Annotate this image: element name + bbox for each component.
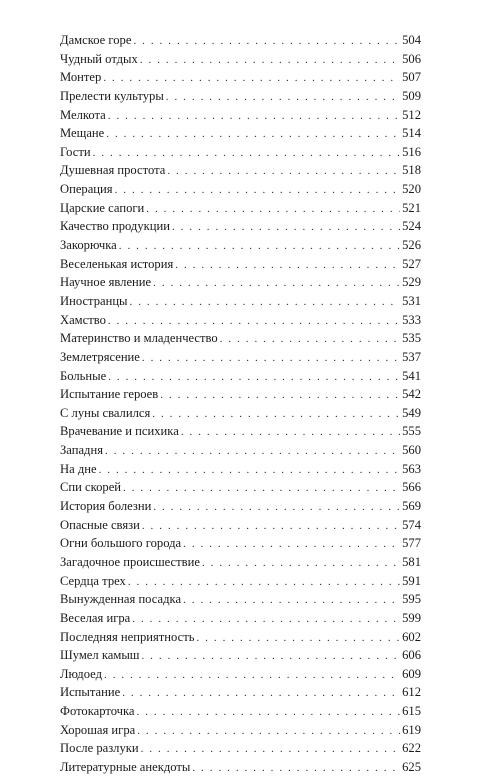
toc-entry-title: Врачевание и психика bbox=[60, 424, 179, 439]
toc-entry[interactable] bbox=[60, 50, 421, 69]
toc-entry[interactable] bbox=[60, 106, 421, 125]
toc-entry[interactable] bbox=[60, 292, 421, 311]
toc-entry-page: 625 bbox=[402, 759, 421, 774]
toc-entry-title: Загадочное происшествие bbox=[60, 554, 200, 569]
toc-entry[interactable] bbox=[60, 646, 421, 665]
toc-entry-title: Больные bbox=[60, 368, 107, 383]
toc-entry-title: С луны свалился bbox=[60, 405, 151, 420]
toc-entry-page: 595 bbox=[402, 592, 421, 607]
toc-entry[interactable] bbox=[60, 478, 421, 497]
toc-entry-page: 612 bbox=[402, 685, 421, 700]
toc-entry[interactable] bbox=[60, 702, 421, 721]
toc-entry[interactable] bbox=[60, 199, 421, 218]
toc-entry-title: Опасные связи bbox=[60, 517, 140, 532]
toc-entry[interactable] bbox=[60, 68, 421, 87]
toc-entry-title: Спи скорей bbox=[60, 480, 122, 495]
dot-leader bbox=[142, 349, 400, 368]
toc-entry-page: 507 bbox=[402, 70, 421, 85]
toc-entry-page: 566 bbox=[402, 480, 421, 495]
dot-leader bbox=[175, 256, 400, 275]
toc-entry[interactable] bbox=[60, 180, 421, 199]
dot-leader bbox=[105, 442, 400, 461]
toc-entry[interactable] bbox=[60, 385, 421, 404]
toc-entry[interactable] bbox=[60, 572, 421, 591]
toc-entry-page: 602 bbox=[402, 629, 421, 644]
toc-entry-page: 531 bbox=[402, 293, 421, 308]
dot-leader bbox=[181, 423, 400, 442]
toc-entry-title: Литературные анекдоты bbox=[60, 759, 191, 774]
toc-entry[interactable] bbox=[60, 665, 421, 684]
toc-entry[interactable] bbox=[60, 758, 421, 777]
toc-entry-page: 563 bbox=[402, 461, 421, 476]
toc-entry-title: Прелести культуры bbox=[60, 88, 164, 103]
toc-entry-title: Людоед bbox=[60, 666, 102, 681]
toc-entry-title: Закорючка bbox=[60, 238, 117, 253]
toc-entry[interactable] bbox=[60, 255, 421, 274]
toc-entry-title: Мещане bbox=[60, 126, 105, 141]
dot-leader bbox=[183, 591, 400, 610]
toc-entry-page: 569 bbox=[402, 499, 421, 514]
toc-entry[interactable] bbox=[60, 516, 421, 535]
dot-leader bbox=[103, 69, 400, 88]
toc-entry-title: Операция bbox=[60, 182, 113, 197]
toc-entry[interactable] bbox=[60, 311, 421, 330]
dot-leader bbox=[108, 312, 400, 331]
toc-entry[interactable] bbox=[60, 143, 421, 162]
dot-leader bbox=[99, 461, 401, 480]
toc-entry[interactable] bbox=[60, 721, 421, 740]
toc-entry[interactable] bbox=[60, 124, 421, 143]
toc-entry-page: 541 bbox=[402, 368, 421, 383]
dot-leader bbox=[128, 573, 400, 592]
toc-entry-title: Шумел камыш bbox=[60, 648, 140, 663]
toc-entry-title: После разлуки bbox=[60, 741, 139, 756]
toc-entry-page: 574 bbox=[402, 517, 421, 532]
dot-leader bbox=[122, 684, 400, 703]
dot-leader bbox=[141, 740, 400, 759]
toc-entry-page: 535 bbox=[402, 331, 421, 346]
toc-entry-page: 577 bbox=[402, 536, 421, 551]
toc-entry-page: 514 bbox=[402, 126, 421, 141]
toc-entry-title: Фотокарточка bbox=[60, 704, 135, 719]
toc-entry[interactable] bbox=[60, 628, 421, 647]
dot-leader bbox=[153, 274, 400, 293]
dot-leader bbox=[141, 647, 400, 666]
dot-leader bbox=[106, 125, 400, 144]
dot-leader bbox=[123, 479, 400, 498]
dot-leader bbox=[119, 237, 400, 256]
dot-leader bbox=[152, 405, 400, 424]
toc-entry[interactable] bbox=[60, 553, 421, 572]
dot-leader bbox=[104, 666, 400, 685]
toc-entry[interactable] bbox=[60, 329, 421, 348]
dot-leader bbox=[115, 181, 401, 200]
toc-entry-title: Царские сапоги bbox=[60, 200, 145, 215]
toc-entry[interactable] bbox=[60, 609, 421, 628]
toc-entry-title: Чудный отдых bbox=[60, 51, 138, 66]
dot-leader bbox=[108, 368, 400, 387]
toc-entry-page: 533 bbox=[402, 312, 421, 327]
toc-entry[interactable] bbox=[60, 683, 421, 702]
toc-entry[interactable] bbox=[60, 367, 421, 386]
toc-entry[interactable] bbox=[60, 273, 421, 292]
toc-entry[interactable] bbox=[60, 460, 421, 479]
toc-entry-page: 504 bbox=[402, 33, 421, 47]
toc-entry[interactable] bbox=[60, 404, 421, 423]
toc-entry-title: Мелкота bbox=[60, 107, 106, 122]
toc-entry-title: Испытание героев bbox=[60, 387, 159, 402]
toc-entry-title: Сердца трех bbox=[60, 573, 126, 588]
toc-entry-page: 560 bbox=[402, 443, 421, 458]
toc-entry-title: Веселая игра bbox=[60, 610, 131, 625]
toc-entry-title: Веселенькая история bbox=[60, 256, 174, 271]
dot-leader bbox=[137, 703, 401, 722]
toc-entry-page: 512 bbox=[402, 107, 421, 122]
toc-entry-page: 555 bbox=[402, 424, 421, 439]
toc-entry-page: 599 bbox=[402, 610, 421, 625]
toc-entry-title: Научное явление bbox=[60, 275, 152, 290]
dot-leader bbox=[160, 386, 400, 405]
toc-entry-title: Душевная простота bbox=[60, 163, 166, 178]
toc-entry-title: Иностранцы bbox=[60, 293, 128, 308]
toc-entry-page: 606 bbox=[402, 648, 421, 663]
dot-leader bbox=[172, 218, 400, 237]
toc-entry-title: Хорошая игра bbox=[60, 722, 136, 737]
toc-entry-title: Огни большого города bbox=[60, 536, 182, 551]
toc-entry-page: 506 bbox=[402, 51, 421, 66]
dot-leader bbox=[93, 144, 400, 163]
toc-entry[interactable] bbox=[60, 31, 421, 50]
dot-leader bbox=[196, 629, 400, 648]
dot-leader bbox=[202, 554, 400, 573]
toc-entry-title: Качество продукции bbox=[60, 219, 170, 234]
toc-entry-title: История болезни bbox=[60, 499, 152, 514]
toc-entry[interactable] bbox=[60, 87, 421, 106]
dot-leader bbox=[132, 610, 400, 629]
toc-entry-page: 518 bbox=[402, 163, 421, 178]
toc-entry-title: Материнство и младенчество bbox=[60, 331, 218, 346]
toc-entry-title: Западня bbox=[60, 443, 104, 458]
toc-entry-title: Последняя неприятность bbox=[60, 629, 195, 644]
toc-entry[interactable] bbox=[60, 534, 421, 553]
dot-leader bbox=[133, 32, 400, 51]
toc-entry-title: Гости bbox=[60, 144, 91, 159]
dot-leader bbox=[108, 107, 400, 126]
toc-entry[interactable] bbox=[60, 739, 421, 758]
toc-entry-page: 520 bbox=[402, 182, 421, 197]
toc-entry-page: 509 bbox=[402, 88, 421, 103]
toc-entry-page: 516 bbox=[402, 144, 421, 159]
toc-entry-title: Монтер bbox=[60, 70, 102, 85]
toc-entry-title: Вынужденная посадка bbox=[60, 592, 182, 607]
dot-leader bbox=[146, 200, 400, 219]
toc-entry[interactable] bbox=[60, 590, 421, 609]
toc-entry-page: 609 bbox=[402, 666, 421, 681]
dot-leader bbox=[130, 293, 401, 312]
toc-entry-title: Землетрясение bbox=[60, 349, 140, 364]
toc-entry-page: 542 bbox=[402, 387, 421, 402]
toc-entry-title: Дамское горе bbox=[60, 33, 132, 47]
dot-leader bbox=[140, 51, 400, 70]
toc-entry[interactable] bbox=[60, 497, 421, 516]
toc-entry-title: Испытание bbox=[60, 685, 121, 700]
toc-entry-page: 615 bbox=[402, 704, 421, 719]
toc-entry-page: 527 bbox=[402, 256, 421, 271]
toc-entry-page: 521 bbox=[402, 200, 421, 215]
dot-leader bbox=[183, 535, 400, 554]
toc-entry[interactable] bbox=[60, 348, 421, 367]
dot-leader bbox=[137, 722, 400, 741]
toc-entry-page: 526 bbox=[402, 238, 421, 253]
toc-entry[interactable] bbox=[60, 441, 421, 460]
toc-entry-page: 524 bbox=[402, 219, 421, 234]
toc-entry-page: 529 bbox=[402, 275, 421, 290]
dot-leader bbox=[220, 330, 400, 349]
dot-leader bbox=[153, 498, 400, 517]
dot-leader bbox=[166, 88, 400, 107]
dot-leader bbox=[167, 162, 400, 181]
toc-entry-page: 549 bbox=[402, 405, 421, 420]
toc-entry-page: 622 bbox=[402, 741, 421, 756]
toc-entry-page: 619 bbox=[402, 722, 421, 737]
toc-entry[interactable] bbox=[60, 422, 421, 441]
toc-entry-title: Хамство bbox=[60, 312, 106, 327]
toc-entry-page: 537 bbox=[402, 349, 421, 364]
dot-leader bbox=[192, 759, 400, 778]
toc-entry[interactable] bbox=[60, 236, 421, 255]
toc-entry-page: 581 bbox=[402, 554, 421, 569]
toc-entry[interactable] bbox=[60, 217, 421, 236]
toc-entry-title: На дне bbox=[60, 461, 97, 476]
toc-entry[interactable] bbox=[60, 161, 421, 180]
dot-leader bbox=[142, 517, 400, 536]
table-of-contents bbox=[60, 31, 421, 777]
toc-entry-page: 591 bbox=[402, 573, 421, 588]
